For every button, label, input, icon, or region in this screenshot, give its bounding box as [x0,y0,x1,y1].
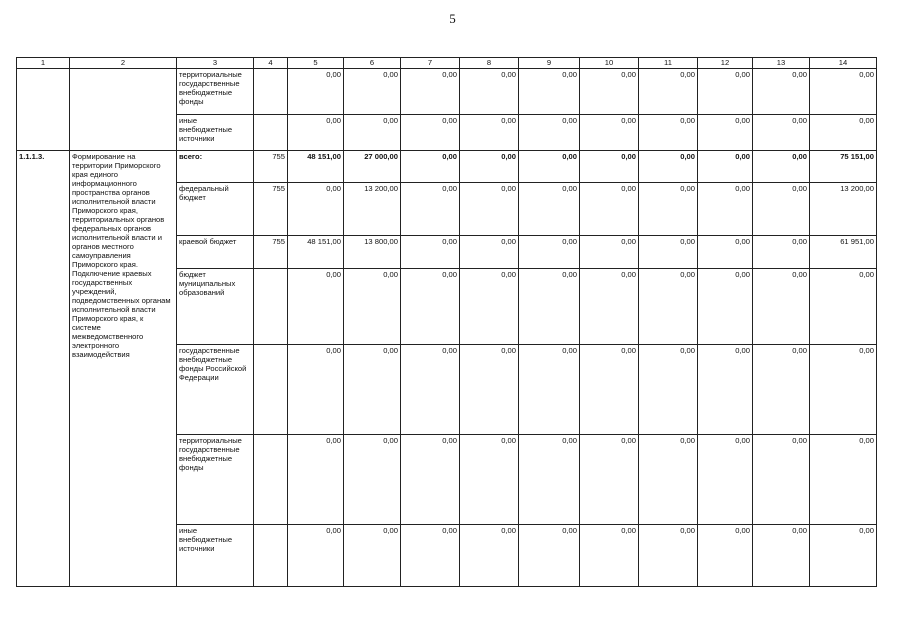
value-cell: 0,00 [519,151,580,183]
value-cell: 0,00 [698,525,753,587]
code-cell [254,525,288,587]
header-cell: 11 [639,58,698,69]
value-cell: 0,00 [460,69,519,115]
value-cell: 0,00 [810,525,877,587]
value-cell: 0,00 [639,435,698,525]
value-cell: 0,00 [401,236,460,269]
code-cell [254,435,288,525]
value-cell: 0,00 [460,435,519,525]
value-cell: 0,00 [401,183,460,236]
funding-source: краевой бюджет [177,236,254,269]
value-cell: 0,00 [460,183,519,236]
value-cell: 61 951,00 [810,236,877,269]
value-cell: 0,00 [698,69,753,115]
value-cell: 0,00 [344,69,401,115]
value-cell: 27 000,00 [344,151,401,183]
value-cell: 0,00 [810,269,877,345]
header-cell: 6 [344,58,401,69]
value-cell: 0,00 [639,236,698,269]
value-cell: 0,00 [519,345,580,435]
header-cell: 10 [580,58,639,69]
value-cell: 0,00 [519,69,580,115]
value-cell: 0,00 [401,69,460,115]
value-cell: 0,00 [288,183,344,236]
value-cell: 0,00 [580,345,639,435]
value-cell: 0,00 [288,69,344,115]
value-cell: 0,00 [753,345,810,435]
header-cell: 7 [401,58,460,69]
table-row [17,69,877,115]
value-cell: 13 200,00 [344,183,401,236]
value-cell: 0,00 [639,69,698,115]
code-cell [254,345,288,435]
header-cell: 13 [753,58,810,69]
value-cell: 0,00 [344,345,401,435]
value-cell: 0,00 [698,435,753,525]
value-cell: 48 151,00 [288,236,344,269]
header-cell: 1 [17,58,70,69]
value-cell: 0,00 [580,236,639,269]
value-cell: 13 800,00 [344,236,401,269]
value-cell: 0,00 [460,151,519,183]
funding-source: территориальные государственные внебюджетные фонды [177,435,254,525]
code-cell: 755 [254,151,288,183]
value-cell: 0,00 [810,115,877,151]
value-cell: 0,00 [753,525,810,587]
value-cell: 0,00 [698,151,753,183]
value-cell: 0,00 [519,435,580,525]
value-cell: 0,00 [810,345,877,435]
value-cell: 0,00 [639,345,698,435]
value-cell: 0,00 [698,345,753,435]
value-cell: 0,00 [288,115,344,151]
value-cell: 0,00 [810,435,877,525]
value-cell: 0,00 [519,183,580,236]
value-cell: 75 151,00 [810,151,877,183]
header-cell: 2 [70,58,177,69]
page-number: 5 [449,11,456,26]
value-cell: 0,00 [401,151,460,183]
value-cell: 0,00 [753,115,810,151]
value-cell: 0,00 [639,269,698,345]
funding-source: государственные внебюджетные фонды Российской Федерации [177,345,254,435]
value-cell: 0,00 [460,115,519,151]
value-cell: 0,00 [639,151,698,183]
funding-source: территориальные государственные внебюджетные фонды [177,69,254,115]
value-cell: 0,00 [580,69,639,115]
funding-source: иные внебюджетные источники [177,525,254,587]
value-cell: 0,00 [580,435,639,525]
value-cell: 0,00 [344,525,401,587]
value-cell: 0,00 [698,183,753,236]
header-cell: 3 [177,58,254,69]
item-description: Формирование на территории Приморского края единого информационного пространства органов исполнительной власти Приморского края, территориальных органов федеральных органов исполнительной власти и органов местного самоуправления Приморского края. Подключение краевых государственных учреждений, подведомственных органам исполнительной власти Приморского края, к системе межведомственного электронного взаимодействия [70,151,177,587]
header-cell: 9 [519,58,580,69]
value-cell: 0,00 [344,269,401,345]
value-cell: 0,00 [460,525,519,587]
funding-source: бюджет муниципальных образований [177,269,254,345]
funding-source: иные внебюджетные источники [177,115,254,151]
value-cell: 0,00 [580,115,639,151]
value-cell: 0,00 [639,115,698,151]
value-cell: 0,00 [288,435,344,525]
value-cell: 0,00 [753,69,810,115]
value-cell: 0,00 [460,236,519,269]
header-cell: 14 [810,58,877,69]
value-cell: 0,00 [753,269,810,345]
empty-cell [70,69,177,151]
value-cell: 0,00 [698,269,753,345]
value-cell: 0,00 [580,525,639,587]
value-cell: 0,00 [753,236,810,269]
value-cell: 0,00 [519,236,580,269]
value-cell: 0,00 [288,345,344,435]
table-row [17,151,877,183]
header-cell: 4 [254,58,288,69]
code-cell [254,269,288,345]
value-cell: 0,00 [519,525,580,587]
value-cell: 0,00 [460,269,519,345]
funding-source: всего: [177,151,254,183]
value-cell: 0,00 [810,69,877,115]
header-cell: 12 [698,58,753,69]
table-body [17,58,877,587]
value-cell: 0,00 [580,151,639,183]
value-cell: 0,00 [344,435,401,525]
empty-cell [17,69,70,151]
value-cell: 0,00 [639,183,698,236]
value-cell: 0,00 [519,115,580,151]
header-cell: 5 [288,58,344,69]
code-cell [254,115,288,151]
value-cell: 0,00 [753,151,810,183]
header-cell: 8 [460,58,519,69]
value-cell: 0,00 [698,236,753,269]
value-cell: 0,00 [401,115,460,151]
value-cell: 0,00 [639,525,698,587]
value-cell: 0,00 [401,435,460,525]
value-cell: 0,00 [580,183,639,236]
value-cell: 0,00 [288,525,344,587]
code-cell: 755 [254,236,288,269]
value-cell: 0,00 [401,269,460,345]
value-cell: 0,00 [344,115,401,151]
value-cell: 0,00 [753,183,810,236]
value-cell: 48 151,00 [288,151,344,183]
budget-table [16,57,877,587]
value-cell: 13 200,00 [810,183,877,236]
header-row [17,58,877,69]
code-cell [254,69,288,115]
value-cell: 0,00 [580,269,639,345]
funding-source: федеральный бюджет [177,183,254,236]
value-cell: 0,00 [519,269,580,345]
value-cell: 0,00 [401,345,460,435]
value-cell: 0,00 [698,115,753,151]
value-cell: 0,00 [288,269,344,345]
value-cell: 0,00 [401,525,460,587]
value-cell: 0,00 [753,435,810,525]
item-code: 1.1.1.3. [17,151,70,587]
value-cell: 0,00 [460,345,519,435]
code-cell: 755 [254,183,288,236]
